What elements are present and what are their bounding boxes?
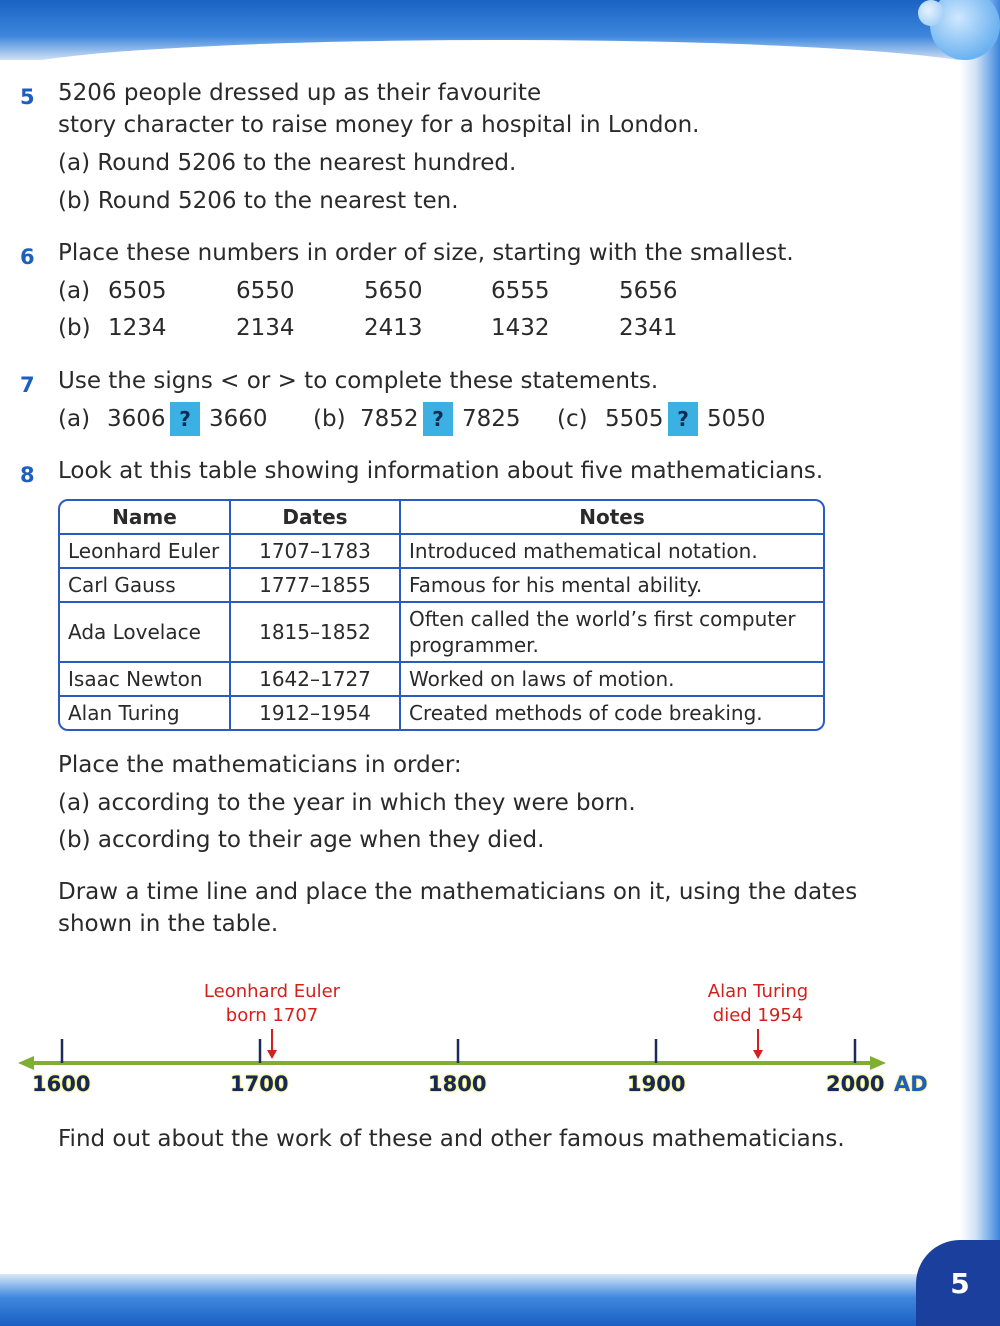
q7-b-right: 7825: [462, 406, 521, 432]
cell-name: Carl Gauss: [60, 569, 231, 603]
q6-a-value: 5656: [619, 278, 678, 304]
q8-order-prompt: Place the mathematicians in order:: [58, 752, 462, 778]
q8-a-text: according to the year in which they were born.: [97, 790, 636, 816]
cell-name: Leonhard Euler: [60, 535, 231, 569]
q8-part-a: [58, 788, 636, 818]
q8-b-label: (b): [58, 827, 91, 853]
cell-dates: 1777–1855: [231, 569, 401, 603]
q5-a-label: (a): [58, 150, 91, 176]
timeline-year: 1900: [627, 1072, 686, 1096]
cell-dates: 1815–1852: [231, 603, 401, 663]
q6-b-value: 2134: [236, 315, 295, 341]
timeline-year: 2000: [826, 1072, 885, 1096]
question-6-number: 6: [20, 245, 35, 269]
q7-c-left: 5505: [605, 406, 664, 432]
q7-a-right: 3660: [209, 406, 268, 432]
header-notes: Notes: [401, 501, 823, 535]
turing-died: died 1954: [712, 1005, 804, 1026]
q8-draw-line2: shown in the table.: [58, 911, 279, 937]
euler-born: born 1707: [225, 1005, 319, 1026]
q6-b-value: 1432: [491, 315, 550, 341]
timeline-year: 1800: [428, 1072, 487, 1096]
table-row: [60, 697, 823, 729]
q7-a-left: 3606: [107, 406, 166, 432]
timeline-arrow-left: [18, 1056, 34, 1070]
q5-line2: story character to raise money for a hospital in London.: [58, 112, 700, 138]
q6-b-value: 1234: [108, 315, 167, 341]
q7-b-label: (b): [313, 406, 346, 432]
mathematicians-table: [58, 499, 825, 731]
table-row: [60, 535, 823, 569]
q6-a-label: (a): [58, 278, 91, 304]
q8-b-text: according to their age when they died.: [97, 827, 545, 853]
table-row: [60, 569, 823, 603]
euler-arrow-head: [267, 1050, 277, 1059]
bottom-decorative-band: [0, 1274, 1000, 1326]
timeline-ad-suffix: AD: [894, 1072, 928, 1096]
timeline-year: 1600: [32, 1072, 91, 1096]
q7-a-label: (a): [58, 406, 91, 432]
table-row: [60, 603, 823, 663]
page-number: 5: [916, 1240, 1000, 1326]
cell-notes: Created methods of code breaking.: [409, 701, 763, 725]
bubble-decoration-small: [918, 0, 944, 26]
cell-name: Ada Lovelace: [60, 603, 231, 663]
timeline-marker-euler-label: [186, 980, 358, 1028]
cell-notes: Famous for his mental ability.: [401, 569, 823, 603]
q6-a-value: 6550: [236, 278, 295, 304]
q6-a-value: 6505: [108, 278, 167, 304]
q5-a-text: Round 5206 to the nearest hundred.: [97, 150, 517, 176]
q8-prompt: Look at this table showing information about five mathematicians.: [58, 458, 824, 484]
q7-b-answer-box[interactable]: ?: [423, 402, 453, 436]
q8-a-label: (a): [58, 790, 91, 816]
q5-line1: 5206 people dressed up as their favourite: [58, 80, 542, 106]
q6-b-label: (b): [58, 315, 91, 341]
turing-arrow-head: [753, 1050, 763, 1059]
question-8-number: 8: [20, 463, 35, 487]
q6-b-value: 2341: [619, 315, 678, 341]
timeline-axis: [0, 1025, 900, 1075]
q7-c-answer-box[interactable]: ?: [668, 402, 698, 436]
q6-prompt: Place these numbers in order of size, starting with the smallest.: [58, 240, 794, 266]
question-7-number: 7: [20, 373, 35, 397]
q5-b-label: (b): [58, 188, 91, 214]
timeline-marker-turing-label: [684, 980, 832, 1028]
q5-b-text: Round 5206 to the nearest ten.: [97, 188, 459, 214]
table-header-row: [60, 501, 823, 535]
cell-notes: Worked on laws of motion.: [401, 663, 823, 697]
timeline-arrow-right: [870, 1056, 886, 1070]
q7-b-left: 7852: [360, 406, 419, 432]
q5-part-b: [58, 186, 459, 216]
turing-name: Alan Turing: [707, 981, 809, 1002]
q7-prompt: Use the signs < or > to complete these statements.: [58, 368, 659, 394]
q8-draw-line1: Draw a time line and place the mathematicians on it, using the dates: [58, 879, 858, 905]
cell-name: Alan Turing: [60, 697, 231, 729]
cell-notes: Introduced mathematical notation.: [401, 535, 823, 569]
cell-name: Isaac Newton: [60, 663, 231, 697]
header-name: Name: [60, 501, 231, 535]
q6-a-value: 5650: [364, 278, 423, 304]
cell-dates: 1707–1783: [231, 535, 401, 569]
q6-a-value: 6555: [491, 278, 550, 304]
cell-notes: Often called the world’s first computer programmer.: [401, 603, 823, 663]
cell-dates: 1912–1954: [231, 697, 401, 729]
euler-name: Leonhard Euler: [203, 981, 341, 1002]
table-row: [60, 663, 823, 697]
header-dates: Dates: [231, 501, 401, 535]
cell-dates: 1642–1727: [231, 663, 401, 697]
q6-b-value: 2413: [364, 315, 423, 341]
q7-a-answer-box[interactable]: ?: [170, 402, 200, 436]
q7-c-label: (c): [557, 406, 588, 432]
question-5-number: 5: [20, 85, 35, 109]
right-decorative-band: [960, 0, 1000, 1326]
q8-find-out: Find out about the work of these and other famous mathematicians.: [58, 1126, 845, 1152]
q8-part-b: [58, 825, 544, 855]
timeline-year: 1700: [230, 1072, 289, 1096]
q5-part-a: [58, 148, 516, 178]
q7-c-right: 5050: [707, 406, 766, 432]
